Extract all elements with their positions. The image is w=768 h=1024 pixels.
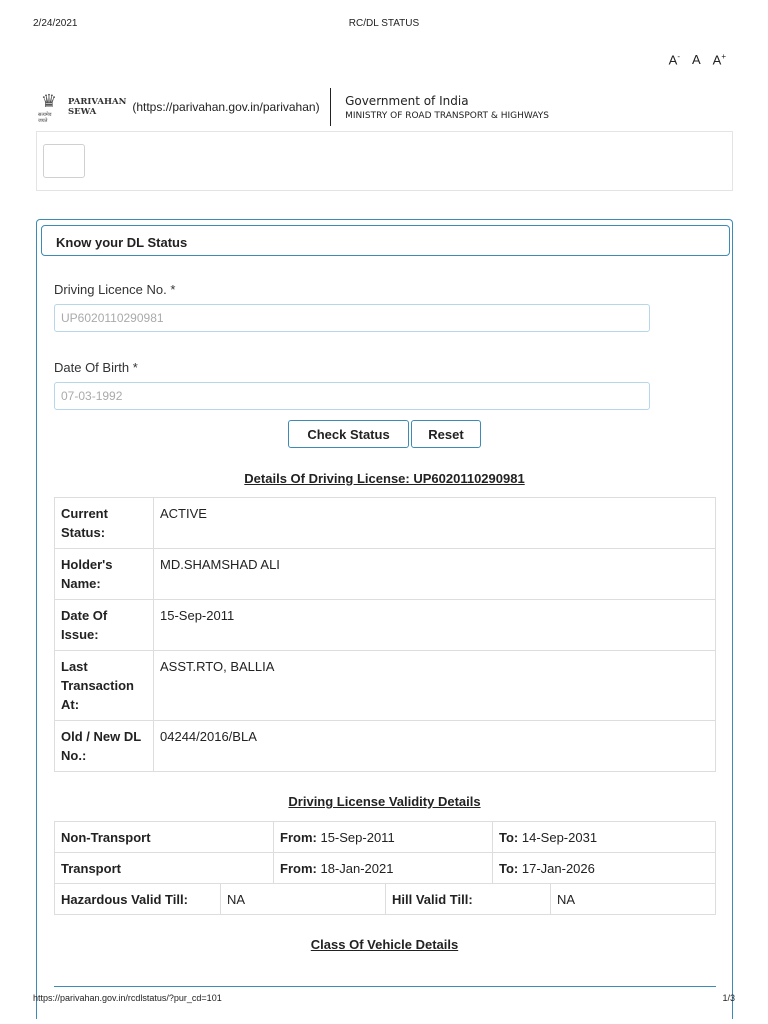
hill-value: NA [551,884,716,915]
dl-details-table [54,497,716,772]
table-row [55,853,716,884]
hill-label: Hill Valid Till: [386,884,551,915]
hazardous-label: Hazardous Valid Till: [55,884,221,915]
table-row [55,884,716,915]
parivahan-logo[interactable]: PARIVAHAN SEWA [68,97,127,117]
menu-toggle-button[interactable] [43,144,85,178]
dob-input[interactable] [54,382,650,410]
validity-table [54,821,716,884]
top-panel [36,131,733,191]
old-new-dl-value: 04244/2016/BLA [154,721,716,772]
table-row [55,822,716,853]
table-row [55,498,716,549]
table-row [55,549,716,600]
old-new-dl-label: Old / New DL No.: [55,721,154,772]
table-row [55,651,716,721]
table-row [55,721,716,772]
current-status-label: Current Status: [55,498,154,549]
card-title: Know your DL Status [41,225,730,256]
special-validity-table [54,883,716,915]
validity-type: Non-Transport [55,822,274,853]
holder-name-value: MD.SHAMSHAD ALI [154,549,716,600]
font-normal-button[interactable]: A [691,52,701,67]
font-decrease-button[interactable]: A- [668,52,680,68]
print-date: 2/24/2021 [33,18,78,29]
last-transaction-label: Last Transaction At: [55,651,154,721]
print-title: RC/DL STATUS [348,18,420,29]
dl-status-card [36,219,733,1019]
details-title: Details Of Driving License: UP6020110290981 [244,471,525,486]
dl-number-label: Driving Licence No. * [54,282,176,297]
font-increase-button[interactable]: A+ [712,52,726,68]
last-transaction-value: ASST.RTO, BALLIA [154,651,716,721]
table-row [55,600,716,651]
check-status-button[interactable]: Check Status [288,420,409,448]
dl-number-input[interactable] [54,304,650,332]
national-emblem-icon: ♛ सत्यमेव जयते [38,91,58,124]
page-number: 1/3 [722,993,735,1003]
validity-from: From: 15-Sep-2011 [274,822,493,853]
font-size-controls [669,52,726,67]
validity-title: Driving License Validity Details [288,794,481,809]
brand-divider [330,88,332,126]
government-title: Government of India MINISTRY OF ROAD TRANSPORT & HIGHWAYS [345,93,549,121]
issue-date-label: Date Of Issue: [55,600,154,651]
section-divider [54,986,716,987]
validity-type: Transport [55,853,274,884]
current-status-value: ACTIVE [154,498,716,549]
reset-button[interactable]: Reset [411,420,481,448]
site-brand [38,88,549,126]
holder-name-label: Holder's Name: [55,549,154,600]
parivahan-link[interactable]: (https://parivahan.gov.in/parivahan) [132,100,320,114]
print-url: https://parivahan.gov.in/rcdlstatus/?pur_cd=101 [33,993,222,1003]
validity-from: From: 18-Jan-2021 [274,853,493,884]
dob-label: Date Of Birth * [54,360,138,375]
validity-to: To: 14-Sep-2031 [493,822,716,853]
class-of-vehicle-title: Class Of Vehicle Details [310,937,459,952]
validity-to: To: 17-Jan-2026 [493,853,716,884]
hazardous-value: NA [221,884,386,915]
issue-date-value: 15-Sep-2011 [154,600,716,651]
